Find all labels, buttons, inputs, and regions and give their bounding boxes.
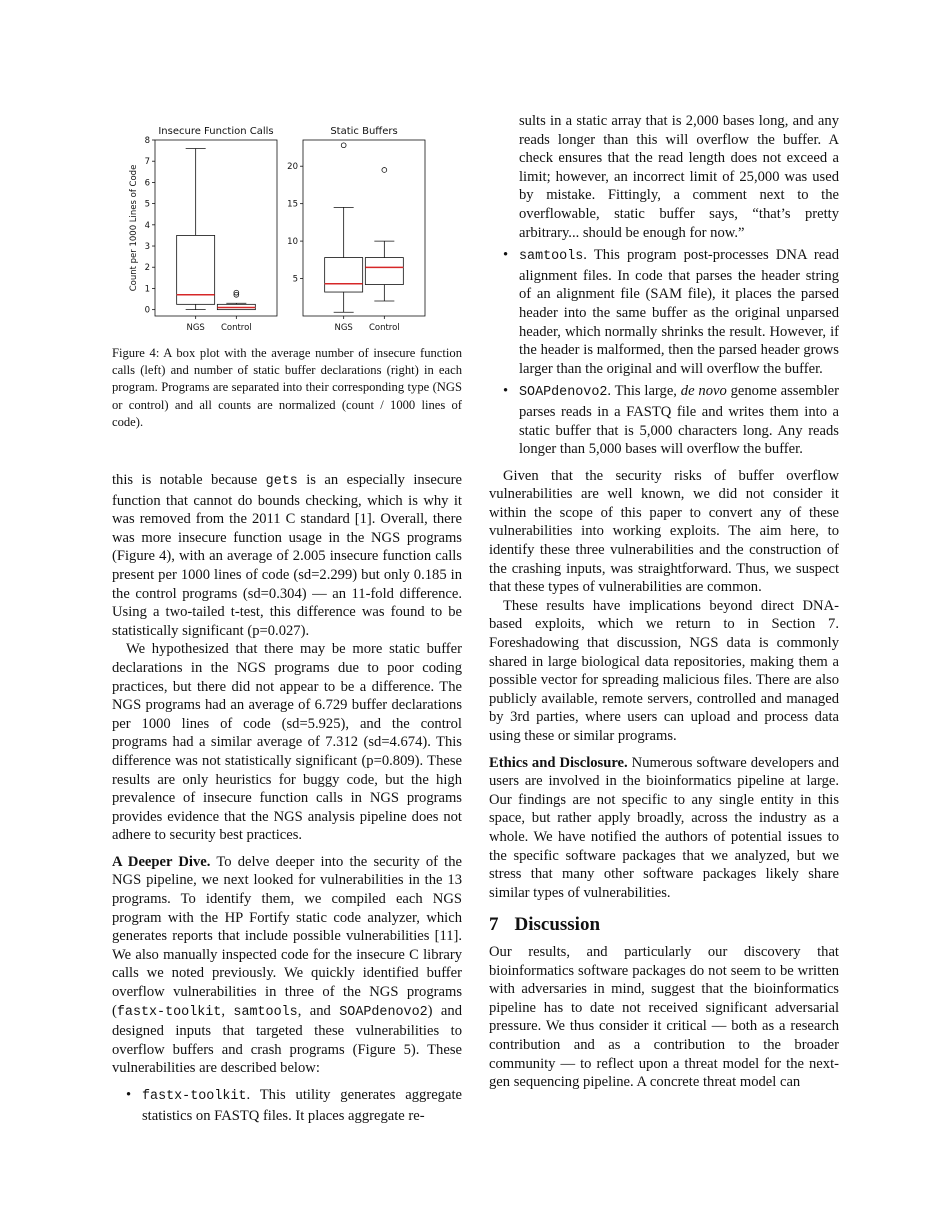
y-tick-label: 3 [144, 242, 150, 253]
vulnerability-list-start [112, 1086, 462, 1125]
section-heading-discussion: 7 Discussion [489, 914, 601, 936]
paragraph-gets: this is notable because gets is an especially insecure function that cannot do bounds checking, which is why it was removed from the 2011 C standard [1]. Overall, there was more insecure function usage in the NGS programs (Figure 4), with an average of 2.005 insecure function calls present per 1000 lines of code (sd=2.299) but only 0.185 in the control programs (sd=0.304) — an 11-fold difference. Using a two-tailed t-test, this difference was found to be statistically significant (p=0.027). [112, 472, 462, 639]
y-tick-label: 1 [144, 284, 150, 295]
paragraph-static-buffers: We hypothesized that there may be more static buffer declarations in the NGS programs due to poor coding practices, but there did not appear to be a difference. The NGS programs had an average of 6.729 buffer declarations per 1000 lines of code (sd=5.925), and the control programs had a similar average of 7.312 (sd=4.674). This difference was not statistically significant (p=0.809). These results are only heuristics for buggy code, but the high prevalence of insecure function calls in NGS programs provides evidence that the NGS analysis pipeline does not adhere to security best practices. [112, 641, 462, 844]
y-tick-label: 5 [292, 274, 298, 285]
box-ngs [325, 258, 363, 292]
y-tick-label: 6 [144, 178, 150, 189]
paragraph-exploits: Given that the security risks of buffer overflow vulnerabilities are well known, we did not consider it within the scope of this paper to convert any of these vulnerabilities into working exploits. The aim here, to identify these three vulnerabilities and the construction of the crashing inputs, was straightforward. Thus, we suspect that these types of vulnerabilities are common. [489, 467, 839, 596]
paragraph-discussion: Our results, and particularly our discovery that bioinformatics software packages do not seem to be written with adversaries in mind, suggest that the bioinformatics pipeline has to date not received significant adversarial pressure. We thus consider it critical — both as a research contribution and as a contribution to the broader community — to reflect upon a threat model for the next-gen sequencing pipeline. A concrete threat model can [489, 943, 839, 1091]
y-tick-label: 20 [287, 162, 298, 173]
chart-title: Static Buffers [330, 126, 398, 137]
y-tick-label: 15 [287, 199, 298, 210]
list-item-soapdenovo2: • SOAPdenovo2. This large, de novo genome assembler parses reads in a FASTQ file and writes them into a static buffer that is 5,000 characters long. Any reads longer than 5,000 bases will overflow the buffer. [503, 383, 839, 458]
runin-ethics: Ethics and Disclosure. [489, 754, 628, 771]
code-gets: gets [265, 474, 298, 490]
paragraph-implications: These results have implications beyond direct DNA-based exploits, which we return to in Section 7. Foreshadowing that discussion, NGS data is commonly shared in large biological data repositories, making them a possible vector for spreading malicious files. There are also publicly available, remote servers, controlled and managed by 3rd parties, where users can upload and process data using these or similar programs. [489, 597, 839, 744]
y-tick-label: 5 [144, 199, 150, 210]
box-ngs [177, 235, 215, 304]
figure-4 [112, 112, 462, 431]
y-tick-label: 10 [287, 237, 298, 248]
y-tick-label: 7 [144, 157, 150, 168]
right-column [489, 112, 839, 1092]
list-item-fastx-cont: sults in a static array that is 2,000 bases long, and any reads longer than this will overflow the buffer. A check ensures that the read length does not exceed a limit; however, an incorrect limit of 25,000 was used by mistake. Fittingly, a comment next to the overflowable, static buffer says, “that’s pretty arbitrary... should be enough for now.” [519, 113, 839, 241]
box-plot-figure [112, 112, 462, 337]
y-tick-label: 8 [144, 136, 150, 146]
y-tick-label: 4 [144, 220, 150, 231]
x-tick-label: NGS [186, 323, 205, 333]
list-item-samtools: • samtools. This program post-processes DNA read alignment files. In code that parses the header string of an alignment file (SAM file), it places the parsed header into the same buffer as the original unparsed header, which normally shrinks the result. However, if the header is malformed, then the parsed header grows larger than the original and will overflow the buffer. [503, 247, 839, 377]
chart-title: Insecure Function Calls [158, 126, 274, 137]
vulnerability-list-cont [489, 112, 839, 459]
outlier-point [382, 168, 387, 173]
x-tick-label: Control [368, 323, 400, 333]
list-item-fastx: • fastx-toolkit. This utility generates aggregate statistics on FASTQ files. It places aggregate re- [126, 1087, 462, 1124]
x-tick-label: Control [220, 323, 252, 333]
y-axis-label: Count per 1000 Lines of Code [129, 164, 139, 292]
y-tick-label: 2 [144, 263, 150, 274]
plot-frame [303, 140, 425, 316]
box-control [365, 258, 403, 285]
figure-caption: Figure 4: A box plot with the average number of insecure function calls (left) and number of static buffer declarations (right) in each program. Programs are separated into their corresponding type (NGS or control) and all counts are normalized (count / 1000 lines of code). [112, 346, 462, 429]
runin-deeper-dive: A Deeper Dive. [112, 853, 211, 870]
plot-frame [155, 140, 277, 316]
left-column [112, 112, 462, 1125]
paragraph-deeper-dive: A Deeper Dive. To delve deeper into the security of the NGS pipeline, we next looked for vulnerabilities in the 13 programs. To identify them, we compiled each NGS program with the HP Fortify static code analyzer, which generates reports that include possible vulnerabilities [11]. We also manually inspected code for the insecure C library calls we noted previously. We quickly identified buffer overflow vulnerabilities in three of the NGS programs (fastx-toolkit, samtools, and SOAPdenovo2) and designed inputs that targeted these vulnerabilities to overflow buffers and crash programs (Figure 5). These vulnerabilities are described below: [112, 853, 462, 1077]
x-tick-label: NGS [334, 323, 353, 333]
y-tick-label: 0 [144, 305, 150, 316]
paragraph-ethics: Ethics and Disclosure. Numerous software developers and users are involved in the bioinformatics pipeline at large. Our findings are not specific to any single entity in this space, but rather apply broadly, across the industry as a whole. We have notified the authors of potential issues to the specific software packages that we analyzed, but we stress that many other software packages likely share similar types of vulnerabilities. [489, 754, 839, 901]
outlier-point [341, 143, 346, 148]
